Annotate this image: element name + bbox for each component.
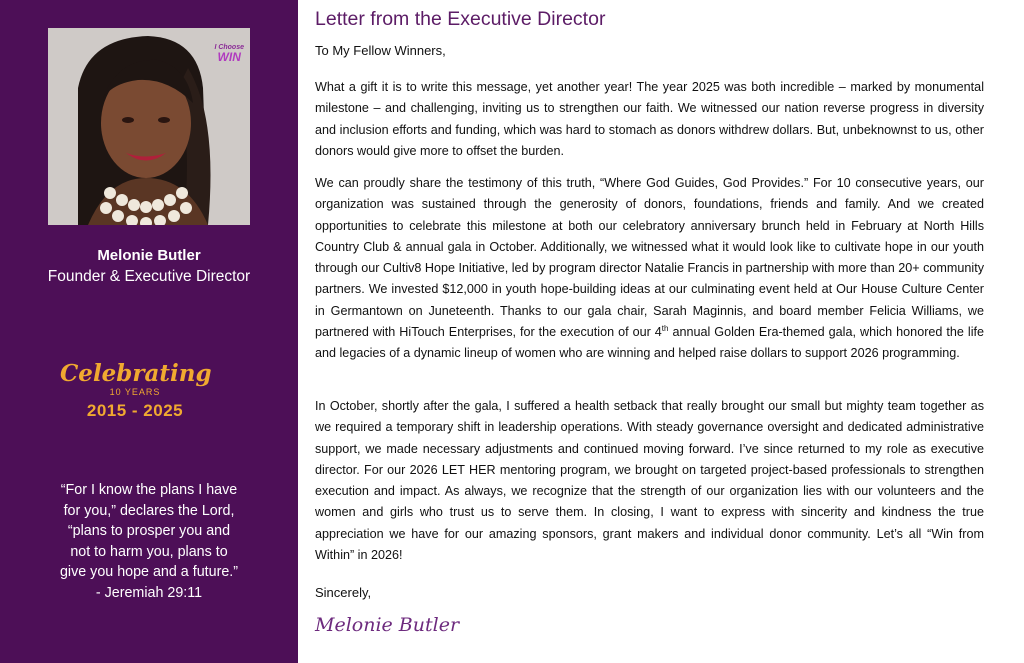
celebration-range: 2015 - 2025 bbox=[86, 401, 184, 420]
celebration-badge bbox=[60, 362, 210, 421]
sidebar bbox=[0, 0, 298, 663]
verse-line: give you hope and a future.” bbox=[59, 564, 239, 580]
logo-top-text: I Choose bbox=[214, 44, 244, 51]
i-choose-win-logo bbox=[214, 44, 244, 63]
verse-line: “plans to prosper you and bbox=[67, 523, 231, 539]
paragraph-2-text: We can proudly share the testimony of this truth, “Where God Guides, God Provides.” For 10 consecutive years, our organization was sustained through the generosity of donors, foundations, friends and family. And we created opportunities to celebrate this milestone at both our celebratory anniversary brunch held in February at North Hills Country Club & annual gala in October. Additionally, we witnessed what it would look like to cultivate hope in our youth through our Cultiv8 Hope Initiative, led by program director Natalie Francis in partnership with more than 20+ community partners. We invested $12,000 in youth hope-building ideas at our culminating event held at Our House Culture Center in Germantown on Juneteenth. Thanks to our gala chair, Sarah Maginnis, and board member Felicia Williams, we partnered with HiTouch Enterprises, for the execution of our 4 bbox=[315, 176, 984, 340]
celebration-years: 10 YEARS bbox=[109, 387, 161, 397]
director-photo bbox=[48, 28, 250, 225]
salutation: To My Fellow Winners, bbox=[315, 43, 446, 58]
paragraph-1: What a gift it is to write this message, yet another year! The year 2025 was both incredible – marked by monumental milestone – and challenging, inviting us to strengthen our faith. We witnessed our nation reverse progress in diversity and inclusion efforts and funding, which was hard to stomach as donors withdrew dollars. But, unbeknownst to us, other donors would give more to offset the burden. bbox=[315, 80, 984, 158]
logo-win-text: WIN bbox=[217, 50, 241, 64]
director-role: Founder & Executive Director bbox=[47, 268, 251, 285]
paragraph-2 bbox=[315, 173, 984, 365]
director-name: Melonie Butler bbox=[97, 247, 201, 264]
scripture-quote bbox=[30, 480, 268, 603]
verse-reference: - Jeremiah 29:11 bbox=[95, 584, 203, 601]
ordinal-suffix: th bbox=[661, 323, 669, 333]
closing: Sincerely, bbox=[315, 585, 372, 600]
verse-line: for you,” declares the Lord, bbox=[63, 502, 235, 519]
verse-line: not to harm you, plans to bbox=[70, 543, 228, 560]
letter-title: Letter from the Executive Director bbox=[315, 8, 606, 30]
verse-line: “For I know the plans I have bbox=[60, 482, 238, 498]
paragraph-3: In October, shortly after the gala, I suffered a health setback that really brought our small but mighty team together as we required a temporary shift in leadership operations. With steady governance oversight and dedicated administrative support, we made necessary adjustments and continued moving forward. I’ve since returned to my role as executive director. For our 2026 LET HER mentoring program, we brought on targeted project-based professionals to strengthen execution and impact. As always, we recognize that the strength of our organization lies with our volunteers and the women and girls who trust us to serve them. In closing, I want to express with sincerity and kindness the true appreciation we have for our amazing sponsors, grant makers and individual donor community. Let’s all “Win from Within” in 2026! bbox=[315, 399, 984, 563]
paragraph-2-text-end: annual Golden Era-themed gala, which honored the life and legacies of a dynamic lineup of women who are winning and helped raise dollars to support 2026 programming. bbox=[315, 325, 984, 361]
signature: Melonie Butler bbox=[315, 614, 460, 636]
celebration-script: Celebrating bbox=[60, 360, 212, 387]
